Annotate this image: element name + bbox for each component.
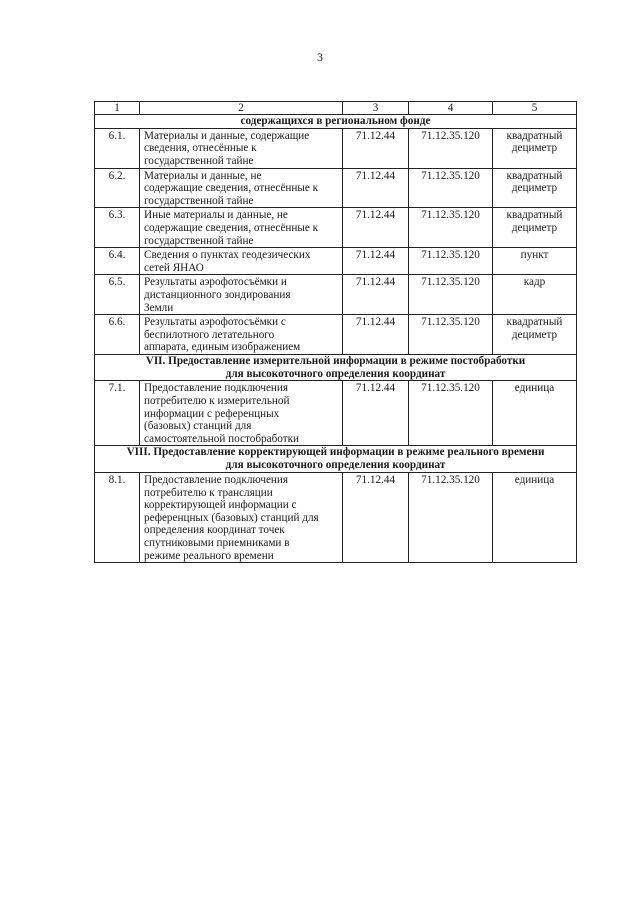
row-unit	[493, 275, 577, 315]
row-name-line: государственной тайне	[144, 154, 254, 167]
row-name	[140, 275, 343, 315]
row-code-okpd: 71.12.35.120	[409, 315, 493, 355]
row-code-okved: 71.12.44	[343, 315, 409, 355]
row-name-line: аппарата, единым изображением	[144, 341, 301, 354]
section-8-title	[95, 446, 577, 473]
row-unit	[493, 168, 577, 208]
page-number: 3	[317, 50, 323, 64]
row-code-okved: 71.12.44	[343, 248, 409, 275]
row-name-line: определения координат точек	[144, 524, 285, 537]
row-code-okved: 71.12.44	[343, 208, 409, 248]
section-6-rows	[95, 128, 577, 354]
row-code-okved: 71.12.44	[343, 473, 409, 563]
row-number: 6.6.	[95, 315, 140, 355]
section-7-rows	[95, 381, 577, 446]
row-name	[140, 168, 343, 208]
section-heading-7	[95, 354, 577, 381]
row-name	[140, 315, 343, 355]
row-code-okpd: 71.12.35.120	[409, 168, 493, 208]
row-unit-line: единица	[514, 382, 555, 395]
row-name	[140, 208, 343, 248]
row-name-line: референцных (базовых) станций для	[144, 511, 319, 524]
row-name-line: сетей ЯНАО	[144, 261, 204, 274]
row-name-line: режиме реального времени	[144, 549, 274, 562]
row-number: 6.5.	[95, 275, 140, 315]
row-number: 6.2.	[95, 168, 140, 208]
row-code-okpd: 71.12.35.120	[409, 208, 493, 248]
row-number: 6.1.	[95, 128, 140, 168]
row-unit	[493, 248, 577, 275]
row-name-line: содержащие сведения, отнесённые к	[144, 221, 319, 234]
row-code-okpd: 71.12.35.120	[409, 473, 493, 563]
table-row	[95, 208, 577, 248]
row-name-line: (базовых) станций для	[144, 420, 252, 433]
row-unit-line: дециметр	[511, 328, 558, 341]
row-unit	[493, 128, 577, 168]
row-name-line: информации с референцных	[144, 407, 280, 420]
section-8-rows	[95, 473, 577, 563]
section-heading-8	[95, 446, 577, 473]
table-row	[95, 315, 577, 355]
column-number-3: 3	[343, 102, 409, 115]
column-number-2: 2	[140, 102, 343, 115]
row-number: 6.4.	[95, 248, 140, 275]
table-row	[95, 275, 577, 315]
row-unit	[493, 315, 577, 355]
row-name-line: Результаты аэрофотосъёмки с	[144, 316, 286, 329]
row-name-line: самостоятельной постобработки	[144, 432, 300, 445]
row-name-line: Сведения о пунктах геодезических	[144, 249, 311, 262]
row-name-line: государственной тайне	[144, 194, 254, 207]
section-7-title-line-2: для высокоточного определения координат	[225, 367, 446, 380]
table-row	[95, 168, 577, 208]
section-heading-continuation	[95, 115, 577, 129]
row-unit-line: пункт	[520, 249, 549, 262]
row-name-line: Земли	[144, 301, 174, 314]
row-code-okved: 71.12.44	[343, 128, 409, 168]
row-unit-line: дециметр	[511, 182, 558, 195]
column-number-4: 4	[409, 102, 493, 115]
section-7-title-line-1: VII. Предоставление измерительной информации в режиме постобработки	[145, 354, 526, 367]
row-unit-line: кадр	[523, 276, 546, 289]
row-name-line: Иные материалы и данные, не	[144, 209, 288, 222]
row-name-line: корректирующей информации с	[144, 499, 297, 512]
section-8-title-line-2: для высокоточного определения координат	[225, 459, 446, 472]
row-unit	[493, 473, 577, 563]
row-unit	[493, 208, 577, 248]
row-number: 8.1.	[95, 473, 140, 563]
row-name-line: спутниковыми приемниками в	[144, 537, 290, 550]
row-name-line: Материалы и данные, не	[144, 169, 262, 182]
row-unit-line: квадратный	[506, 129, 563, 142]
row-name-line: Предоставление подключения	[144, 382, 289, 395]
row-name-line: Материалы и данные, содержащие	[144, 129, 310, 142]
row-name	[140, 248, 343, 275]
row-name	[140, 128, 343, 168]
row-code-okved: 71.12.44	[343, 381, 409, 446]
row-unit-line: единица	[514, 474, 555, 487]
row-code-okved: 71.12.44	[343, 168, 409, 208]
row-name-line: Предоставление подключения	[144, 474, 289, 487]
row-name-line: беспилотного летательного	[144, 328, 275, 341]
section-8-title-line-1: VIII. Предоставление корректирующей информации в режиме реального времени	[126, 446, 545, 459]
row-unit	[493, 381, 577, 446]
row-code-okpd: 71.12.35.120	[409, 128, 493, 168]
row-name	[140, 381, 343, 446]
column-number-row	[95, 102, 577, 115]
column-number-1: 1	[95, 102, 140, 115]
column-number-5: 5	[493, 102, 577, 115]
row-name	[140, 473, 343, 563]
row-name-line: государственной тайне	[144, 234, 254, 247]
table-row	[95, 381, 577, 446]
row-number: 6.3.	[95, 208, 140, 248]
row-unit-line: дециметр	[511, 221, 558, 234]
row-code-okpd: 71.12.35.120	[409, 381, 493, 446]
row-unit-line: квадратный	[506, 169, 563, 182]
table-row	[95, 248, 577, 275]
services-table	[94, 101, 577, 563]
section-7-title	[95, 354, 577, 381]
row-name-line: содержащие сведения, отнесённые к	[144, 182, 319, 195]
row-name-line: дистанционного зондирования	[144, 288, 291, 301]
row-unit-line: квадратный	[506, 316, 563, 329]
table-row	[95, 128, 577, 168]
row-code-okved: 71.12.44	[343, 275, 409, 315]
section-heading-text: содержащихся в региональном фонде	[95, 115, 577, 129]
row-name-line: потребителю к измерительной	[144, 395, 290, 408]
row-name-line: сведения, отнесённые к	[144, 142, 257, 155]
row-code-okpd: 71.12.35.120	[409, 248, 493, 275]
row-name-line: потребителю к трансляции	[144, 486, 273, 499]
row-number: 7.1.	[95, 381, 140, 446]
table-row	[95, 473, 577, 563]
row-name-line: Результаты аэрофотосъёмки и	[144, 276, 287, 289]
row-code-okpd: 71.12.35.120	[409, 275, 493, 315]
row-unit-line: дециметр	[511, 142, 558, 155]
row-unit-line: квадратный	[506, 209, 563, 222]
